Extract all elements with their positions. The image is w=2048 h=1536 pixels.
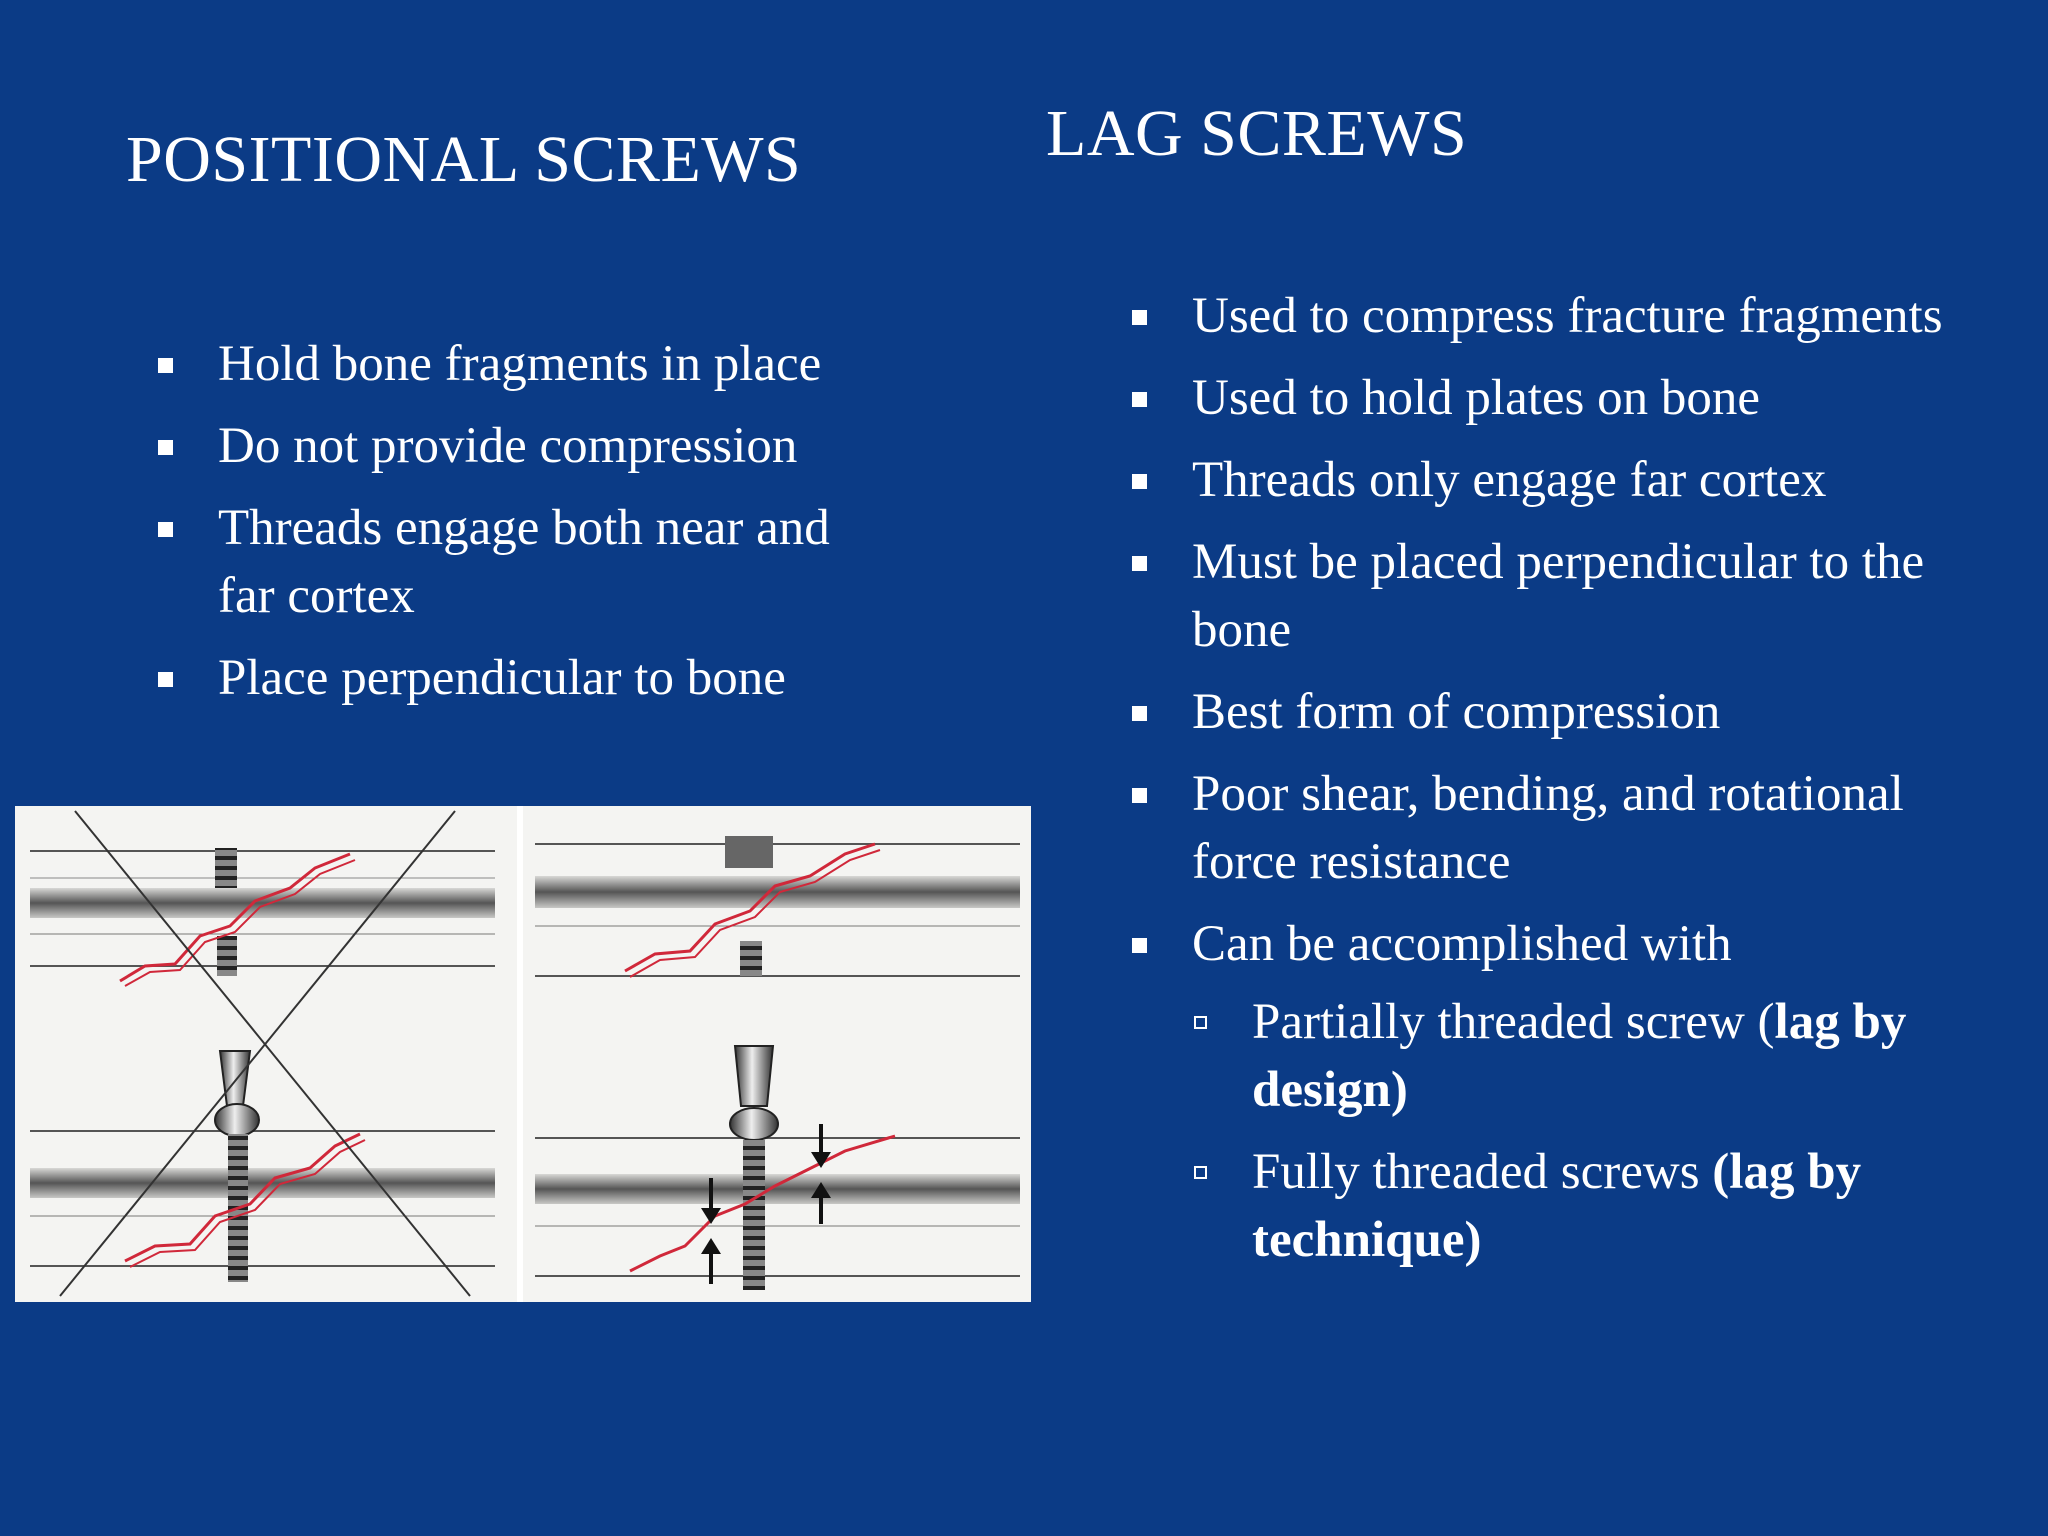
- bullet-text: Must be placed perpendicular to the bone: [1192, 534, 1925, 658]
- list-item: [158, 494, 898, 630]
- square-bullet-icon: [158, 522, 173, 537]
- bullet-text: Best form of compression: [1192, 684, 1721, 740]
- bullet-text: Poor shear, bending, and rotational force resistance: [1192, 766, 1904, 890]
- lag-screws-title: LAG SCREWS: [1046, 97, 1468, 170]
- lag-screw-panel-bottom: [535, 1046, 1020, 1290]
- sub-list-item: [1192, 1138, 2012, 1274]
- list-item: [1132, 678, 2012, 746]
- square-bullet-icon: [158, 358, 173, 373]
- screw-diagram-illustration: [15, 806, 1031, 1302]
- sub-bullet-text: Partially threaded screw (: [1252, 994, 1775, 1050]
- square-bullet-icon: [1132, 938, 1147, 953]
- sub-list: [1192, 988, 2012, 1274]
- list-item: [158, 330, 898, 398]
- square-bullet-icon: [1132, 706, 1147, 721]
- bullet-text: Used to hold plates on bone: [1192, 370, 1760, 426]
- square-bullet-icon: [1132, 556, 1147, 571]
- bullet-text: Place perpendicular to bone: [218, 650, 786, 706]
- bullet-text: Used to compress fracture fragments: [1192, 288, 1943, 344]
- list-item: [158, 644, 898, 712]
- hollow-square-bullet-icon: [1194, 1016, 1207, 1029]
- positional-screw-panel-top: [30, 848, 495, 986]
- screw-diagram-figure: [15, 806, 1031, 1302]
- square-bullet-icon: [1132, 392, 1147, 407]
- sub-bullet-text: Fully threaded screws: [1252, 1144, 1713, 1200]
- positional-screws-list: [158, 330, 898, 726]
- positional-screws-title: POSITIONAL SCREWS: [126, 123, 802, 196]
- list-item: [1132, 910, 2012, 1274]
- hollow-square-bullet-icon: [1194, 1166, 1207, 1179]
- bullet-text: Can be accomplished with: [1192, 916, 1732, 972]
- sub-bullet-bold-text: (lag by technique): [1252, 1144, 1862, 1268]
- sub-bullet-bold-text: lag by design): [1252, 994, 1907, 1118]
- bullet-text: Do not provide compression: [218, 418, 798, 474]
- lag-screws-list: [1132, 282, 2012, 1288]
- square-bullet-icon: [158, 440, 173, 455]
- square-bullet-icon: [158, 672, 173, 687]
- list-item: [1132, 364, 2012, 432]
- square-bullet-icon: [1132, 310, 1147, 325]
- list-item: [1132, 282, 2012, 350]
- bullet-text: Threads engage both near and far cortex: [218, 500, 830, 624]
- list-item: [158, 412, 898, 480]
- bullet-text: Threads only engage far cortex: [1192, 452, 1827, 508]
- sub-list-item: [1192, 988, 2012, 1124]
- list-item: [1132, 528, 2012, 664]
- square-bullet-icon: [1132, 788, 1147, 803]
- square-bullet-icon: [1132, 474, 1147, 489]
- lag-screw-panel-top: [535, 836, 1020, 977]
- bullet-text: Hold bone fragments in place: [218, 336, 822, 392]
- list-item: [1132, 760, 2012, 896]
- list-item: [1132, 446, 2012, 514]
- incorrect-cross-icon: [60, 811, 470, 1296]
